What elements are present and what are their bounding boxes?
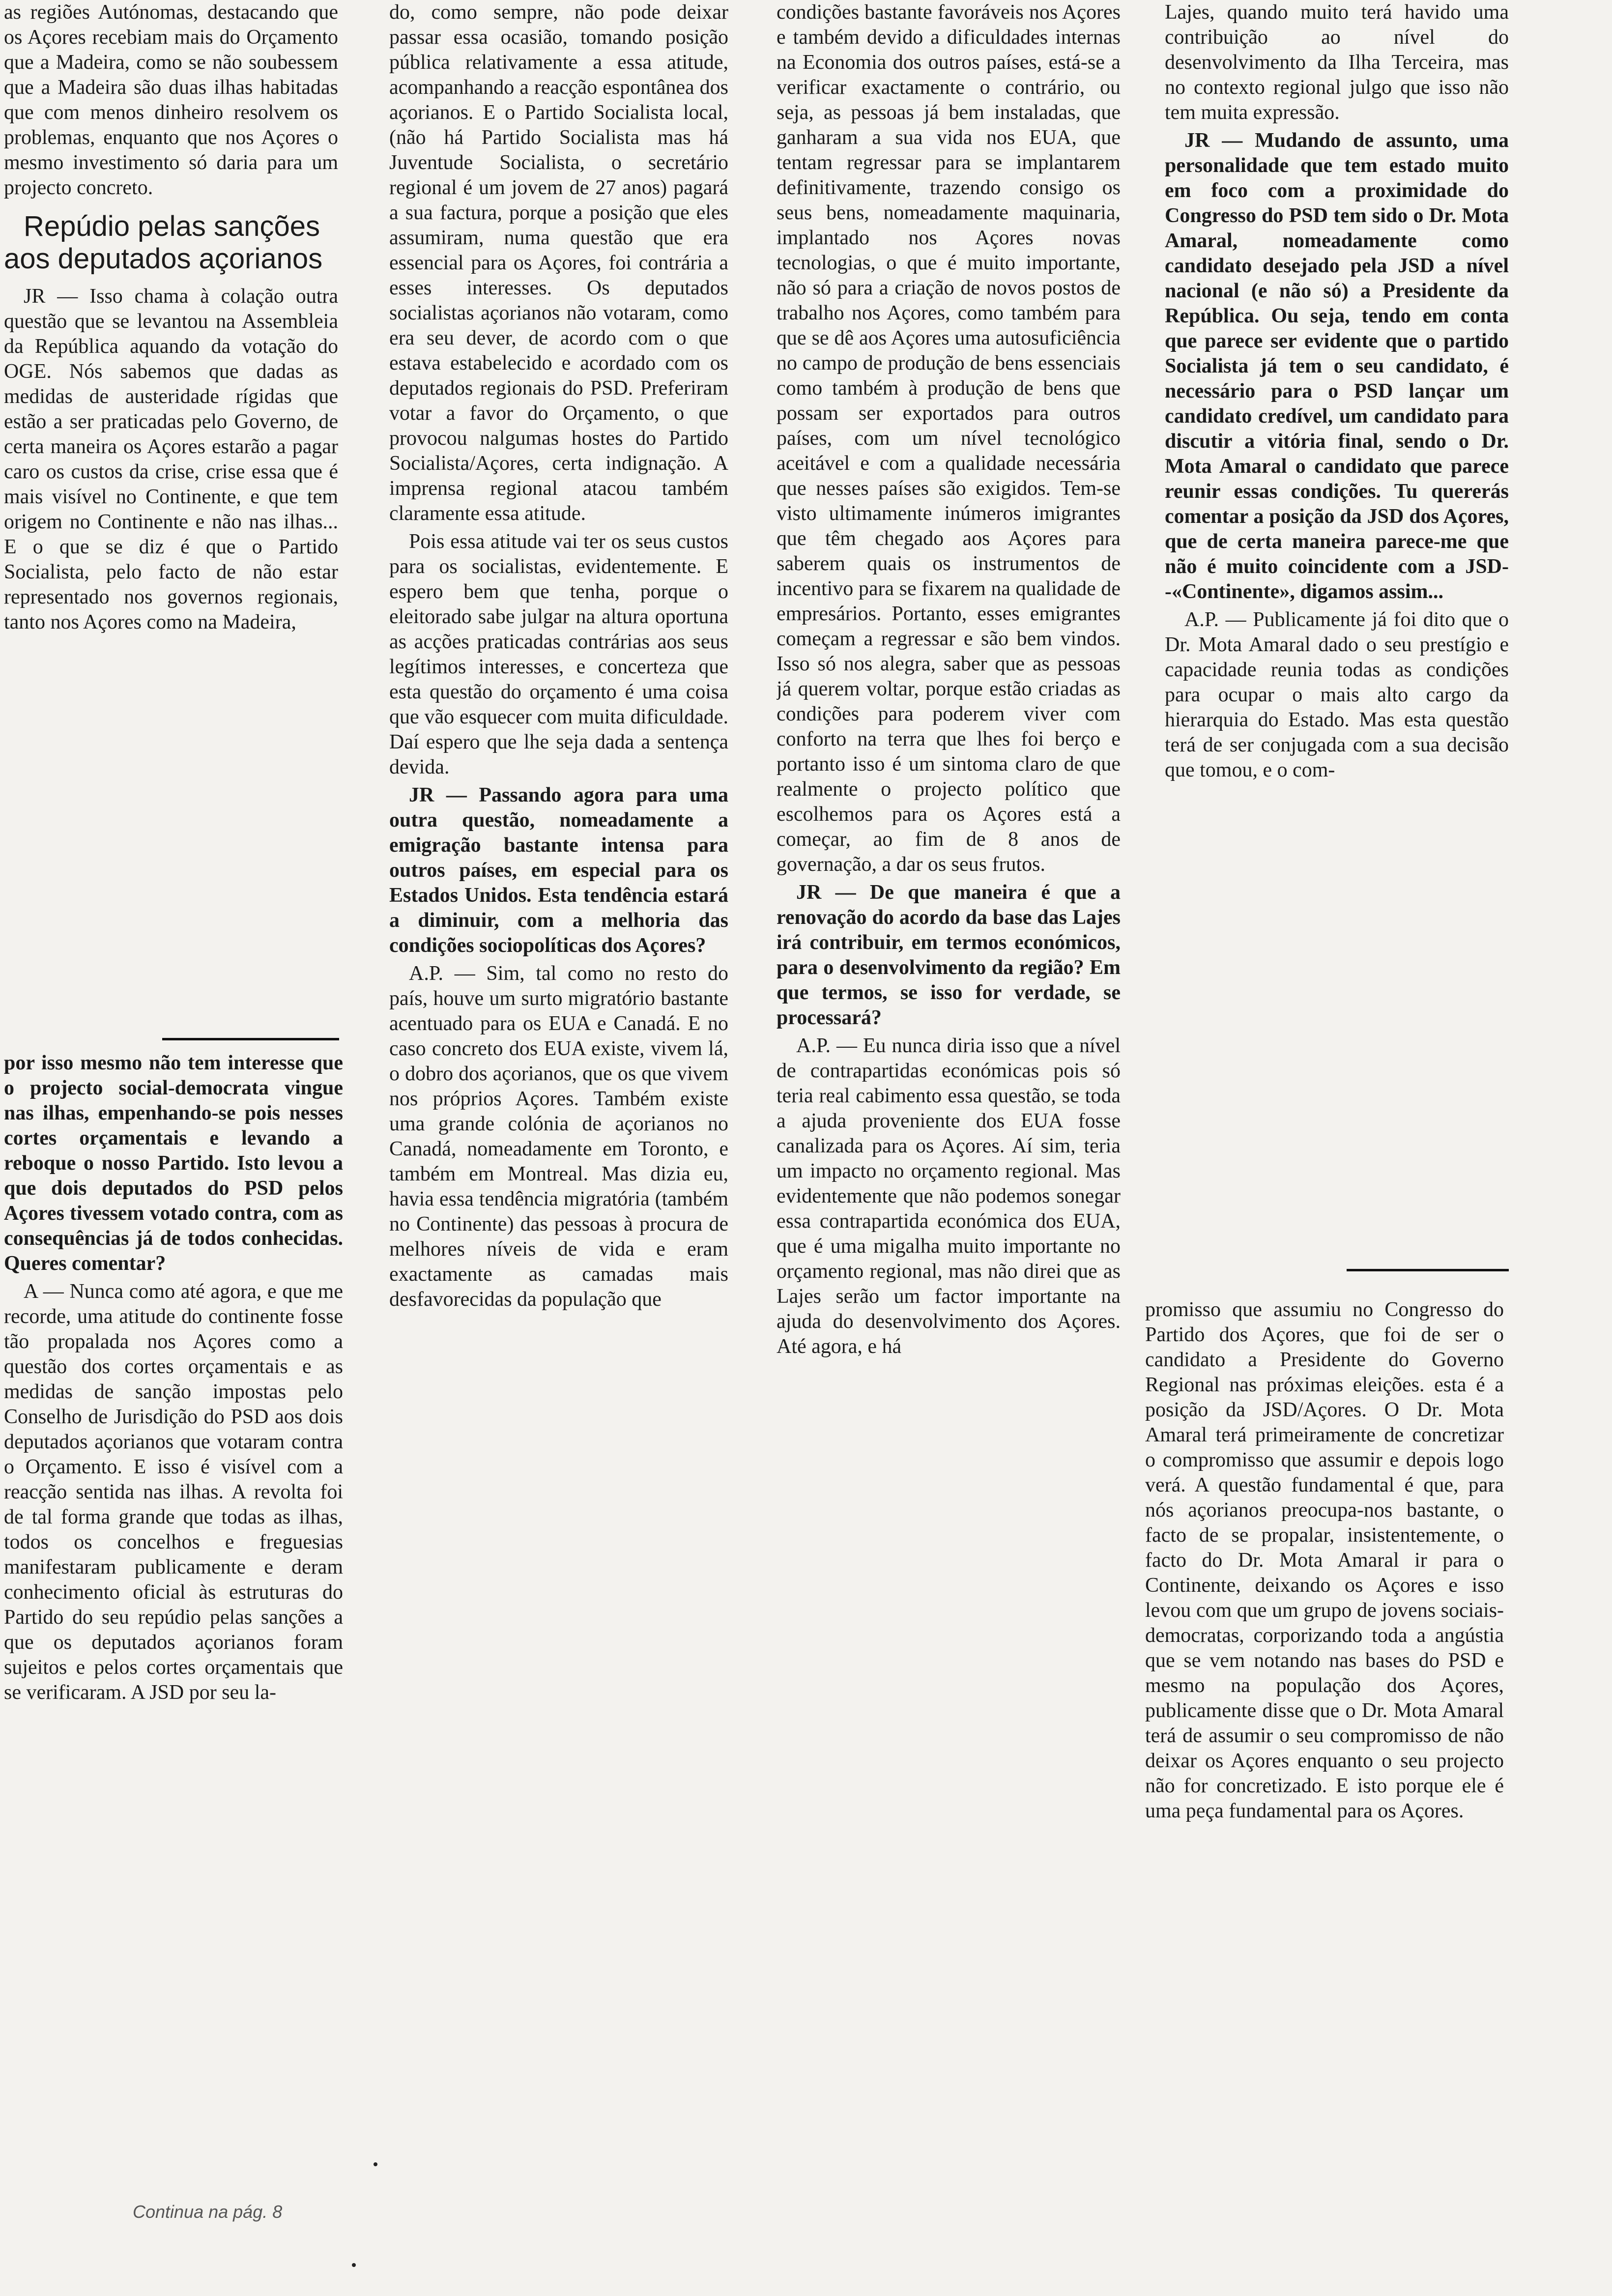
paragraph: promisso que assumiu no Congresso do Partido dos Açores, que foi de ser o candidato a Presidente do Governo Regional nas próximas eleições. esta é a posição da JSD/Açores. O Dr. Mota Amaral terá primeiramente de concretizar o compromisso que assumir e depois logo verá. A questão fundamental é que, para nós açorianos preocupa-nos bastante, o facto de se propalar, insistentemente, o facto do Dr. Mota Amaral ir para o Continente, deixando os Açores e isso levou com que um grupo de jovens sociais-democratas, corporizando toda a angústia que se vem notando nas bases do PSD e mesmo na população dos Açores, publicamente disse que o Dr. Mota Amaral terá de assumir o seu compromisso de não deixar os Açores enquanto o seu projecto não for concretizado. E isto porque ele é uma peça fundamental para os Açores.: [1145, 1298, 1504, 1822]
paragraph: as regiões Autónomas, destacando que os Açores recebiam mais do Orçamento que a Madeira, como se não soubessem que a Madeira são duas ilhas habitadas que com menos dinheiro resolvem os problemas, enquanto que nos Açores o mesmo investimento só daria para um projecto concreto.: [4, 1, 338, 199]
paragraph: Pois essa atitude vai ter os seus custos para os socialistas, evidentemente. E espero bem que tenha, porque o eleitorado sabe julgar na altura oportuna as acções praticadas contrárias aos seus legítimos interesses, e concerteza que esta questão do orçamento é uma coisa que vão esquecer com muita dificuldade. Daí espero que lhe seja dada a sentença devida.: [389, 530, 728, 778]
paragraph: A.P. — Sim, tal como no resto do país, houve um surto migratório bastante acentuado para os EUA e Canadá. E no caso concreto dos EUA existe, vivem lá, o dobro dos açorianos, que os que vivem nos próprios Açores. Também existe uma grande colónia de açorianos no Canadá, nomeadamente em Toronto, e também em Montreal. Mas dizia eu, havia essa tendência migratória (também no Continente) das pessoas à procura de melhores níveis de vida e eram exactamente as camadas mais desfavorecidas da população que: [389, 962, 728, 1311]
interview-question: por isso mesmo não tem interesse que o projecto social-democrata vingue nas ilhas, empenhando-se pois nesses cortes orçamentais e levando a reboque o nosso Partido. Isto levou a que dois deputados do PSD pelos Açores tivessem votado contra, com as consequências já de todos conhecidas. Queres comentar?: [4, 1052, 343, 1275]
interview-question: JR — Passando agora para uma outra questão, nomeadamente a emigração bastante intensa para outros países, em especial para os Estados Unidos. Esta tendência estará a diminuir, com a melhoria das condições sociopolíticas dos Açores?: [389, 784, 728, 957]
print-speck: [352, 2263, 356, 2267]
paragraph: JR — Isso chama à colação outra questão que se levantou na Assembleia da República aquando da votação do OGE. Nós sabemos que dadas as medidas de austeridade rígidas que estão a ser praticadas pelo Governo, de certa maneira os Açores estarão a pagar caro os custos da crise, crise essa que é mais visível no Continente, e que tem origem no Continente e não nas ilhas... E o que se diz é que o Partido Socialista, pelo facto de não estar representado nos governos regionais, tanto nos Açores como na Madeira,: [4, 285, 338, 633]
column-divider-rule-right: [1347, 1269, 1509, 1271]
print-speck: [374, 2162, 377, 2166]
column-4-bottom: [1145, 1297, 1504, 2231]
paragraph: do, como sempre, não pode deixar passar essa ocasião, tomando posição pública relativamente a essa atitude, acompanhando a reacção espontânea dos açorianos. E o Partido Socialista local, (não há Partido Socialista mas há Juventude Socialista, o secretário regional é um jovem de 27 anos) pagará a sua factura, porque a posição que eles assumiram, numa questão que era essencial para os Açores, foi contrária a esses interesses. Os deputados socialistas açorianos não votaram, como era seu dever, de acordo com o que estava estabelecido e acordado com os deputados regionais do PSD. Preferiram votar a favor do Orçamento, o que provocou nalgumas hostes do Partido Socialista/Açores, certa indignação. A imprensa regional atacou também claramente essa atitude.: [389, 1, 728, 525]
continued-note: Continua na pág. 8: [133, 2202, 283, 2222]
column-divider-rule: [162, 1038, 339, 1040]
interview-question: JR — De que maneira é que a renovação do acordo da base das Lajes irá contribuir, em termos económicos, para o desenvolvimento da região? Em que termos, se isso for verdade, se processará?: [777, 881, 1121, 1029]
column-1-top: [4, 0, 338, 1037]
paragraph: A.P. — Eu nunca diria isso que a nível de contrapartidas económicas pois só teria real cabimento essa questão, se toda a ajuda proveniente dos EUA fosse canalizada para os Açores. Aí sim, teria um impacto no orçamento regional. Mas evidentemente que não podemos sonegar essa contrapartida económica dos EUA, que é uma migalha muito importante no orçamento regional, mas não direi que as Lajes serão um factor importante na ajuda do desenvolvimento dos Açores. Até agora, e há: [777, 1034, 1121, 1358]
column-4-top: [1165, 0, 1509, 1268]
column-1-bottom: [4, 1051, 343, 2171]
interview-question: JR — Mudando de assunto, uma personalidade que tem estado muito em foco com a proximidade do Congresso do PSD tem sido o Dr. Mota Amaral, nomeadamente como candidato desejado pela JSD a nível nacional (e não só) a Presidente da República. Ou seja, tendo em conta que parece ser evidente que o partido Socialista já tem o seu candidato, é necessário para o PSD lançar um candidato credível, um candidato para discutir a vitória final, sendo o Dr. Mota Amaral o candidato que parece reunir essas condições. Tu quererás comentar a posição da JSD dos Açores, que de certa maneira parece-me que não é muito coincidente com a JSD--«Continente», digamos assim...: [1165, 129, 1509, 603]
column-3: [777, 0, 1121, 2182]
paragraph: Lajes, quando muito terá havido uma contribuição ao nível do desenvolvimento da Ilha Terceira, mas no contexto regional julgo que isso não tem muita expressão.: [1165, 1, 1509, 124]
paragraph: condições bastante favoráveis nos Açores e também devido a dificuldades internas na Economia dos outros países, está-se a verificar exactamente o contrário, ou seja, as pessoas já bem instaladas, que ganharam a sua vida nos EUA, que tentam regressar para se implantarem definitivamente, trazendo consigo os seus bens, nomeadamente maquinaria, implantado nos Açores novas tecnologias, o que é muito importante, não só para a criação de novos postos de trabalho nos Açores, como também para que se dê aos Açores uma autosuficiência no campo de produção de bens essenciais como também à produção de bens que possam ser exportados para outros países, com um nível tecnológico aceitável e com a qualidade necessária que nesses países são exigidos. Tem-se visto ultimamente inúmeros imigrantes que têm chegado aos Açores para saberem quais os instrumentos de incentivo para se fixarem na qualidade de empresários. Portanto, esses emigrantes começam a regressar e são bem vindos. Isso só nos alegra, saber que as pessoas já querem voltar, porque estão criadas as condições para poderem viver com conforto na terra que lhes foi berço e portanto isso é um sintoma claro de que realmente o projecto político que escolhemos para os Açores está a começar, ao fim de 8 anos de governação, a dar os seus frutos.: [777, 1, 1121, 876]
column-2: [389, 0, 728, 2182]
paragraph: A — Nunca como até agora, e que me recorde, uma atitude do continente fosse tão propalada nos Açores como a questão dos cortes orçamentais e as medidas de sanção impostas pelo Conselho de Jurisdição do PSD aos dois deputados açorianos que votaram contra o Orçamento. E isso é visível com a reacção sentida nas ilhas. A revolta foi de tal forma grande que todas as ilhas, todos os concelhos e freguesias manifestaram publicamente e deram conhecimento oficial às estruturas do Partido do seu repúdio pelas sanções a que os deputados açorianos foram sujeitos e pelos cortes orçamentais que se verificaram. A JSD por seu la-: [4, 1280, 343, 1704]
paragraph: A.P. — Publicamente já foi dito que o Dr. Mota Amaral dado o seu prestígio e capacidade reunia todas as condições para ocupar o mais alto cargo da hierarquia do Estado. Mas esta questão terá de ser conjugada com a sua decisão que tomou, e o com-: [1165, 608, 1509, 781]
section-heading: Repúdio pelas sanções aos deputados açorianos: [4, 210, 323, 275]
